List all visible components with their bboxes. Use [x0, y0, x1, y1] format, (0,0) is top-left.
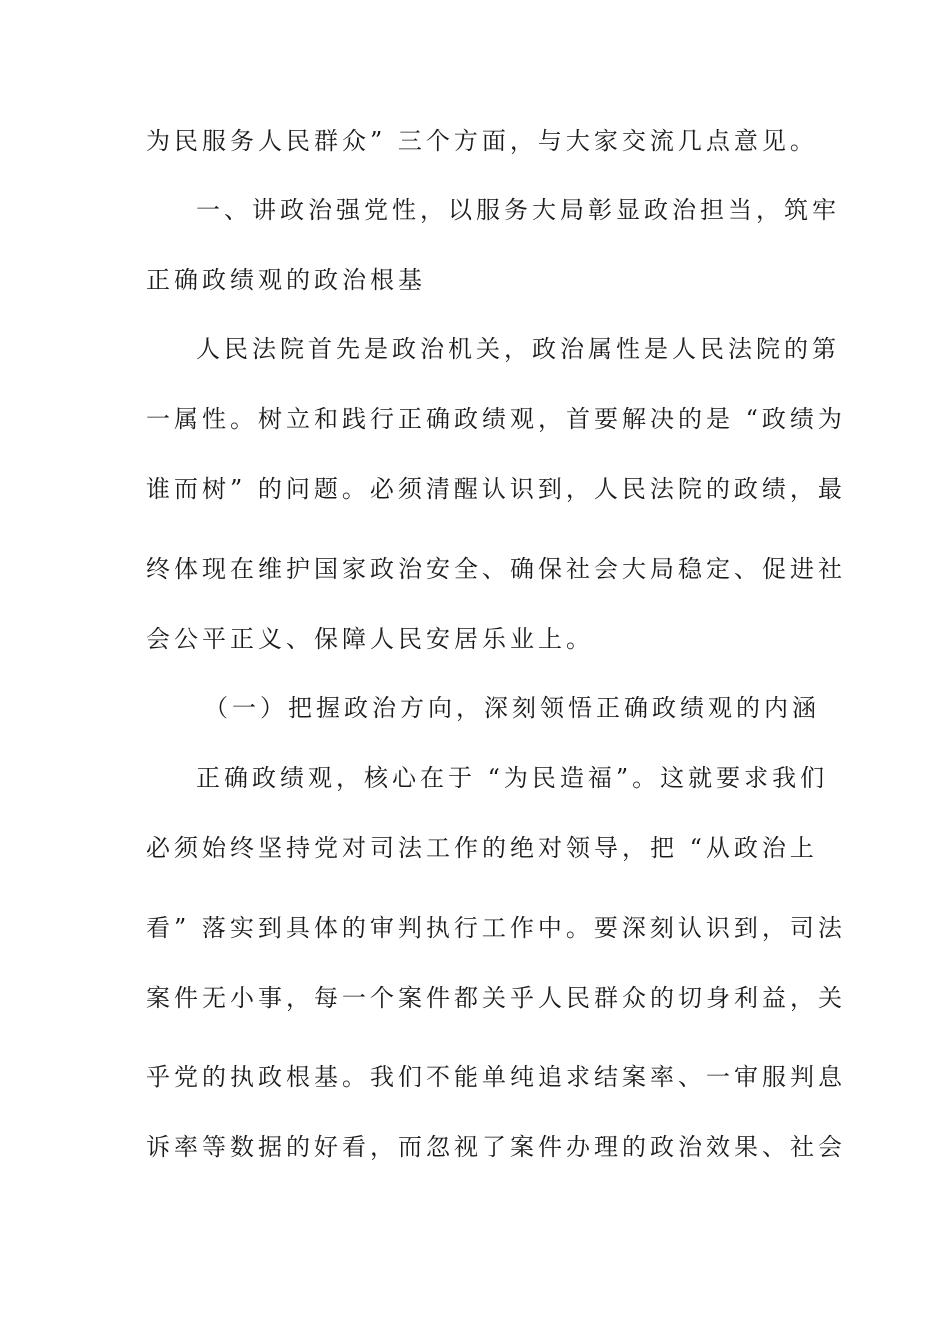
section-heading-line: 一、讲政治强党性，以服务大局彰显政治担当，筑牢 — [196, 196, 840, 224]
text-line: 乎党的执政根基。我们不能单纯追求结案率、一审服判息 — [146, 1063, 846, 1091]
text-line: 一属性。树立和践行正确政绩观，首要解决的是 “政绩为 — [146, 405, 846, 433]
text-line: 诉率等数据的好看，而忽视了案件办理的政治效果、社会 — [146, 1133, 846, 1161]
text-line: 会公平正义、保障人民安居乐业上。 — [146, 625, 594, 653]
text-line: 必须始终坚持党对司法工作的绝对领导，把 “从政治上 — [146, 834, 818, 862]
text-line: 人民法院首先是政治机关，政治属性是人民法院的第 — [196, 335, 840, 363]
text-line: 谁而树” 的问题。必须清醒认识到，人民法院的政绩，最 — [146, 475, 846, 503]
subsection-heading-line: （一）把握政治方向，深刻领悟正确政绩观的内涵 — [204, 694, 820, 722]
section-heading-line: 正确政绩观的政治根基 — [146, 266, 426, 294]
text-line: 正确政绩观，核心在于 “为民造福”。这就要求我们 — [196, 764, 829, 792]
text-line: 终体现在维护国家政治安全、确保社会大局稳定、促进社 — [146, 555, 846, 583]
text-line: 看” 落实到具体的审判执行工作中。要深刻认识到，司法 — [146, 914, 846, 942]
text-line: 案件无小事，每一个案件都关乎人民群众的切身利益，关 — [146, 984, 846, 1012]
text-line: 为民服务人民群众” 三个方面，与大家交流几点意见。 — [146, 127, 818, 155]
